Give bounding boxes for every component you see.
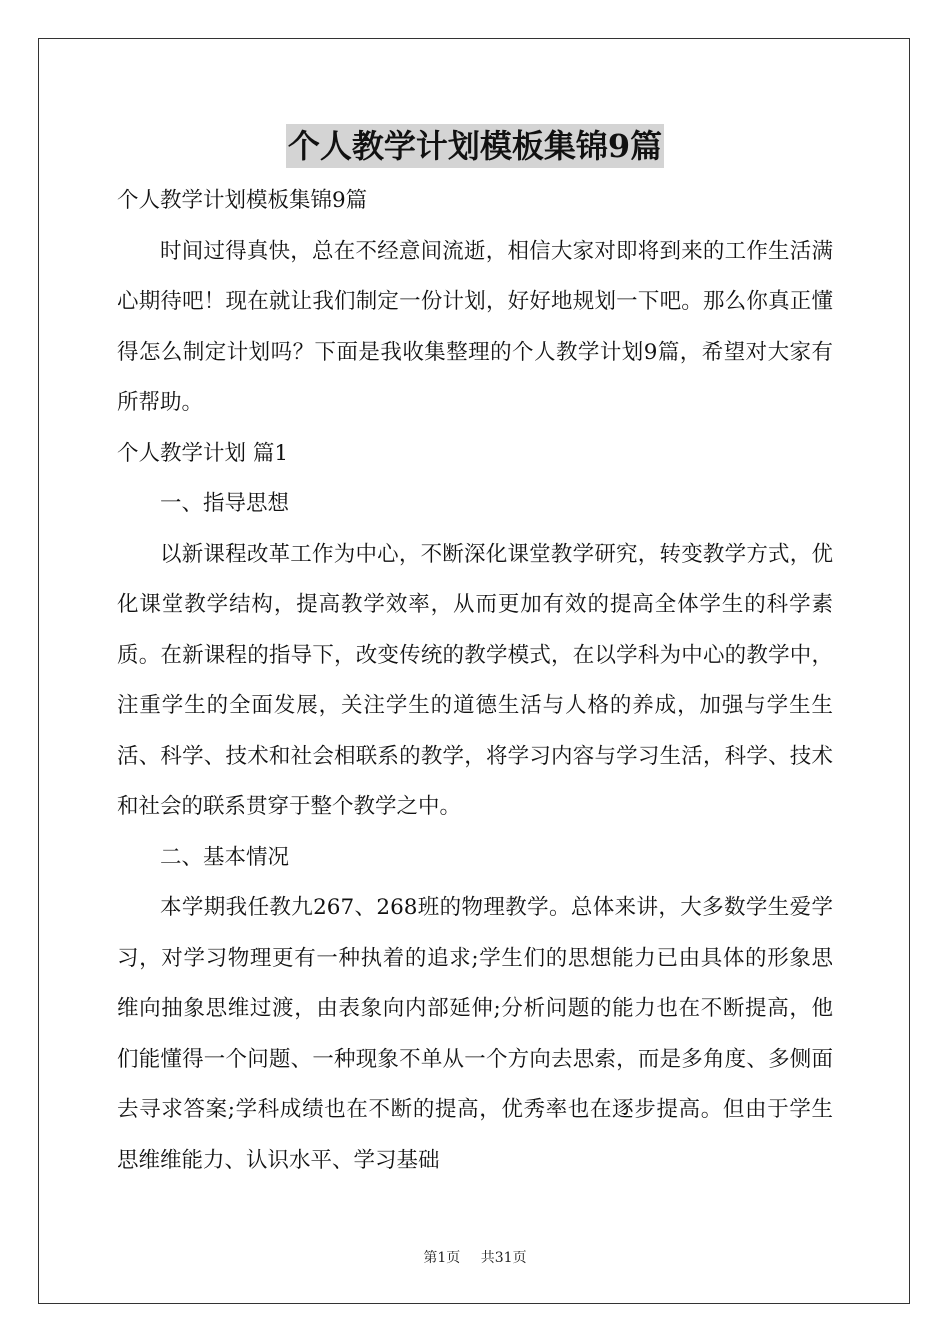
page-footer	[0, 1247, 950, 1267]
body-paragraph: 以新课程改革工作为中心，不断深化课堂教学研究，转变教学方式，优化课堂教学结构，提高教学效率，从而更加有效的提高全体学生的科学素质。在新课程的指导下，改变传统的教学模式，在以学科为中心的教学中，注重学生的全面发展，关注学生的道德生活与人格的养成，加强与学生生活、科学、技术和社会相联系的教学，将学习内容与学习生活，科学、技术和社会的联系贯穿于整个教学之中。	[117, 541, 833, 819]
subheading-guiding-ideology: 一、指导思想	[160, 491, 290, 516]
subheading-basic-situation: 二、基本情况	[160, 844, 290, 870]
section-heading: 个人教学计划 篇1	[117, 440, 289, 466]
title-area	[0, 124, 950, 168]
document-body	[117, 176, 833, 1186]
total-pages: 共31页	[480, 1250, 527, 1266]
body-paragraph: 本学期我任教九267、268班的物理教学。总体来讲，大多数学生爱学习，对学习物理更有一种执着的追求;学生们的思想能力已由具体的形象思维向抽象思维过渡，由表象向内部延伸;分析问题的能力也在不断提高，他们能懂得一个问题、一种现象不单从一个方向去思索，而是多角度、多侧面去寻求答案;学科成绩也在不断的提高，优秀率也在逐步提高。但由于学生思维维能力、认识水平、学习基础	[117, 895, 833, 1173]
document-title: 个人教学计划模板集锦9篇	[286, 124, 664, 168]
page-number: 第1页	[423, 1250, 461, 1266]
subtitle-paragraph: 个人教学计划模板集锦9篇	[117, 188, 368, 213]
intro-paragraph: 时间过得真快，总在不经意间流逝，相信大家对即将到来的工作生活满心期待吧！现在就让我们制定一份计划，好好地规划一下吧。那么你真正懂得怎么制定计划吗？下面是我收集整理的个人教学计划9篇，希望对大家有所帮助。	[117, 238, 833, 415]
